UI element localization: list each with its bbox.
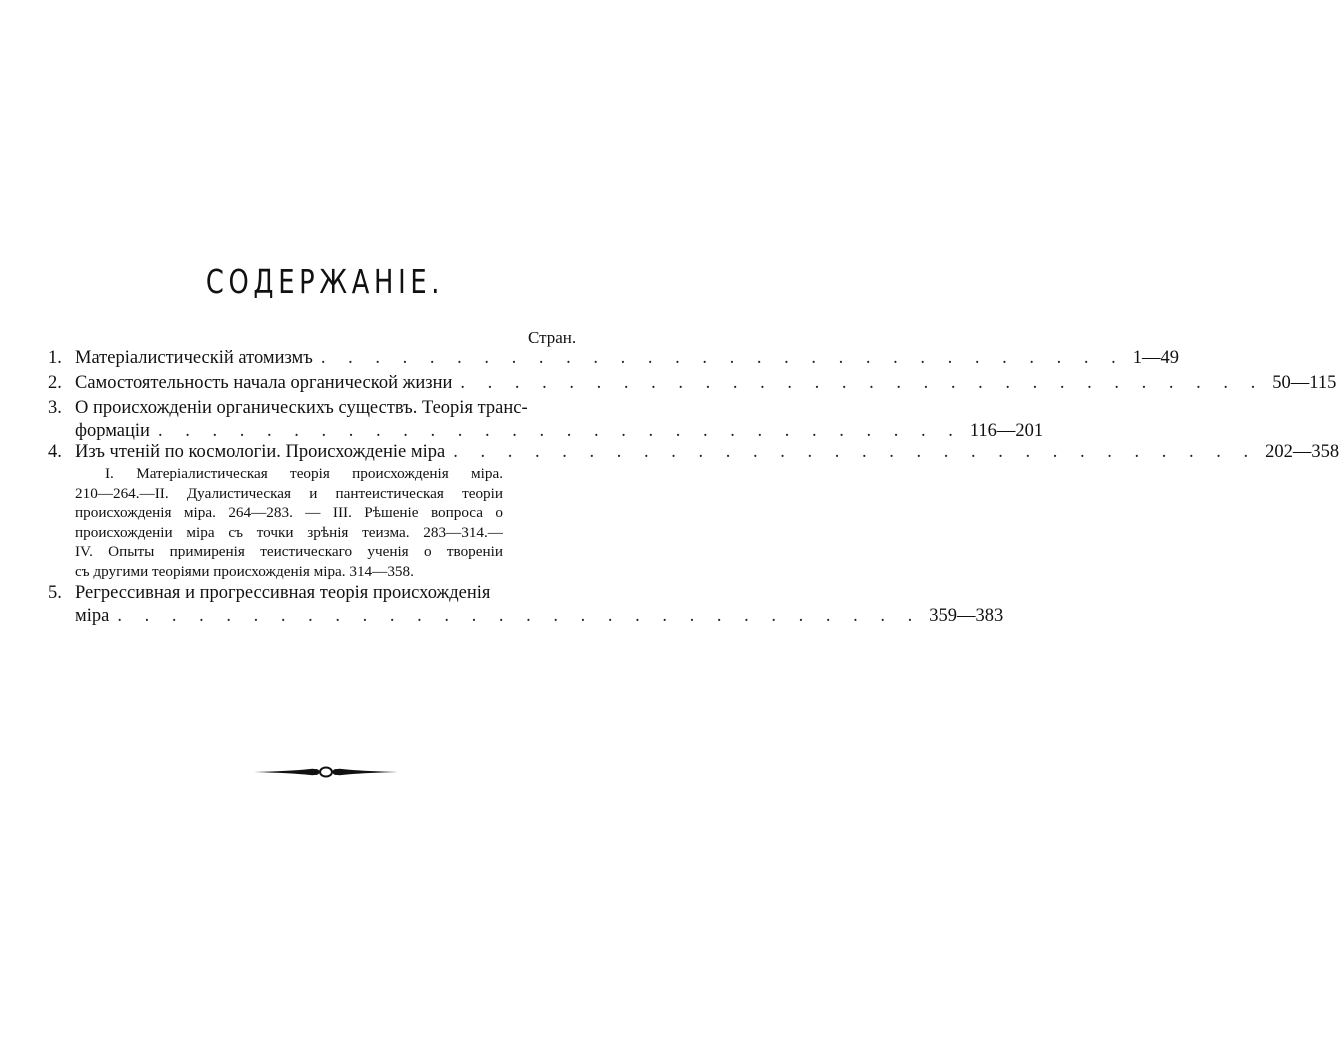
- subsection-line: происхожденія міра. 264—283. — III. Рѣшеніе вопроса о: [75, 504, 503, 521]
- entry-pages: 116—201: [969, 421, 1044, 441]
- subsection-line: происхожденіи міра съ точки зрѣнія теизма. 283—314.—: [75, 523, 503, 541]
- dot-leader: . . . . . . . . . . . . . . . . . . . . . . . . . . . . . .: [453, 442, 1258, 462]
- entry-number: 4.: [48, 442, 62, 462]
- entry-title-line-1: Регрессивная и прогрессивная теорія происхожденія: [75, 583, 491, 603]
- dot-leader: . . . . . . . . . . . . . . . . . . . . . . . . . . . . . .: [320, 348, 1125, 368]
- toc-entry-2: [48, 372, 1337, 395]
- entry-pages: 1—49: [1132, 348, 1179, 368]
- subsection-line: съ другими теоріями происхожденія міра. 314—358.: [75, 562, 414, 580]
- entry-number: 2.: [48, 373, 62, 393]
- entry-title-line-2: міра: [75, 606, 110, 626]
- ornament-divider: [252, 762, 400, 782]
- entry-pages: 202—358: [1265, 442, 1339, 462]
- dot-leader: . . . . . . . . . . . . . . . . . . . . . . . . . . . . . .: [157, 421, 962, 441]
- toc-entry-4: [48, 441, 1339, 464]
- subsection-line: IV. Опыты примиренія теистическаго ученія о твореніи: [75, 543, 503, 560]
- entry-title: Изъ чтеній по космологіи. Происхожденіе міра: [75, 442, 446, 462]
- entry-title-line-2: формаціи: [75, 421, 150, 441]
- toc-entry-1: [48, 347, 1179, 370]
- entry-pages: 359—383: [929, 606, 1004, 626]
- dot-leader: . . . . . . . . . . . . . . . . . . . . . . . . . . . . . .: [117, 606, 922, 626]
- page-column-label: Стран.: [528, 328, 577, 347]
- entry-4-subsections: [75, 464, 503, 581]
- subsection-line: 210—264.—II. Дуалистическая и пантеистическая теоріи: [75, 484, 503, 502]
- entry-number: 5.: [48, 583, 62, 603]
- page-title: СОДЕРЖАНІЕ.: [205, 262, 445, 301]
- entry-title-line-1: О происхожденіи органическихъ существъ. Теорія транс-: [75, 398, 528, 418]
- entry-number: 1.: [48, 348, 62, 368]
- toc-entry-3: [48, 397, 1044, 443]
- subsection-line: I. Матеріалистическая теорія происхожденія міра.: [105, 465, 503, 482]
- entry-title: Самостоятельность начала органической жизни: [75, 373, 453, 393]
- entry-pages: 50—115: [1272, 373, 1337, 393]
- entry-title: Матеріалистическій атомизмъ: [75, 348, 313, 368]
- entry-number: 3.: [48, 398, 62, 418]
- dot-leader: . . . . . . . . . . . . . . . . . . . . . . . . . . . . . .: [460, 373, 1265, 393]
- toc-entry-5: [48, 582, 1004, 628]
